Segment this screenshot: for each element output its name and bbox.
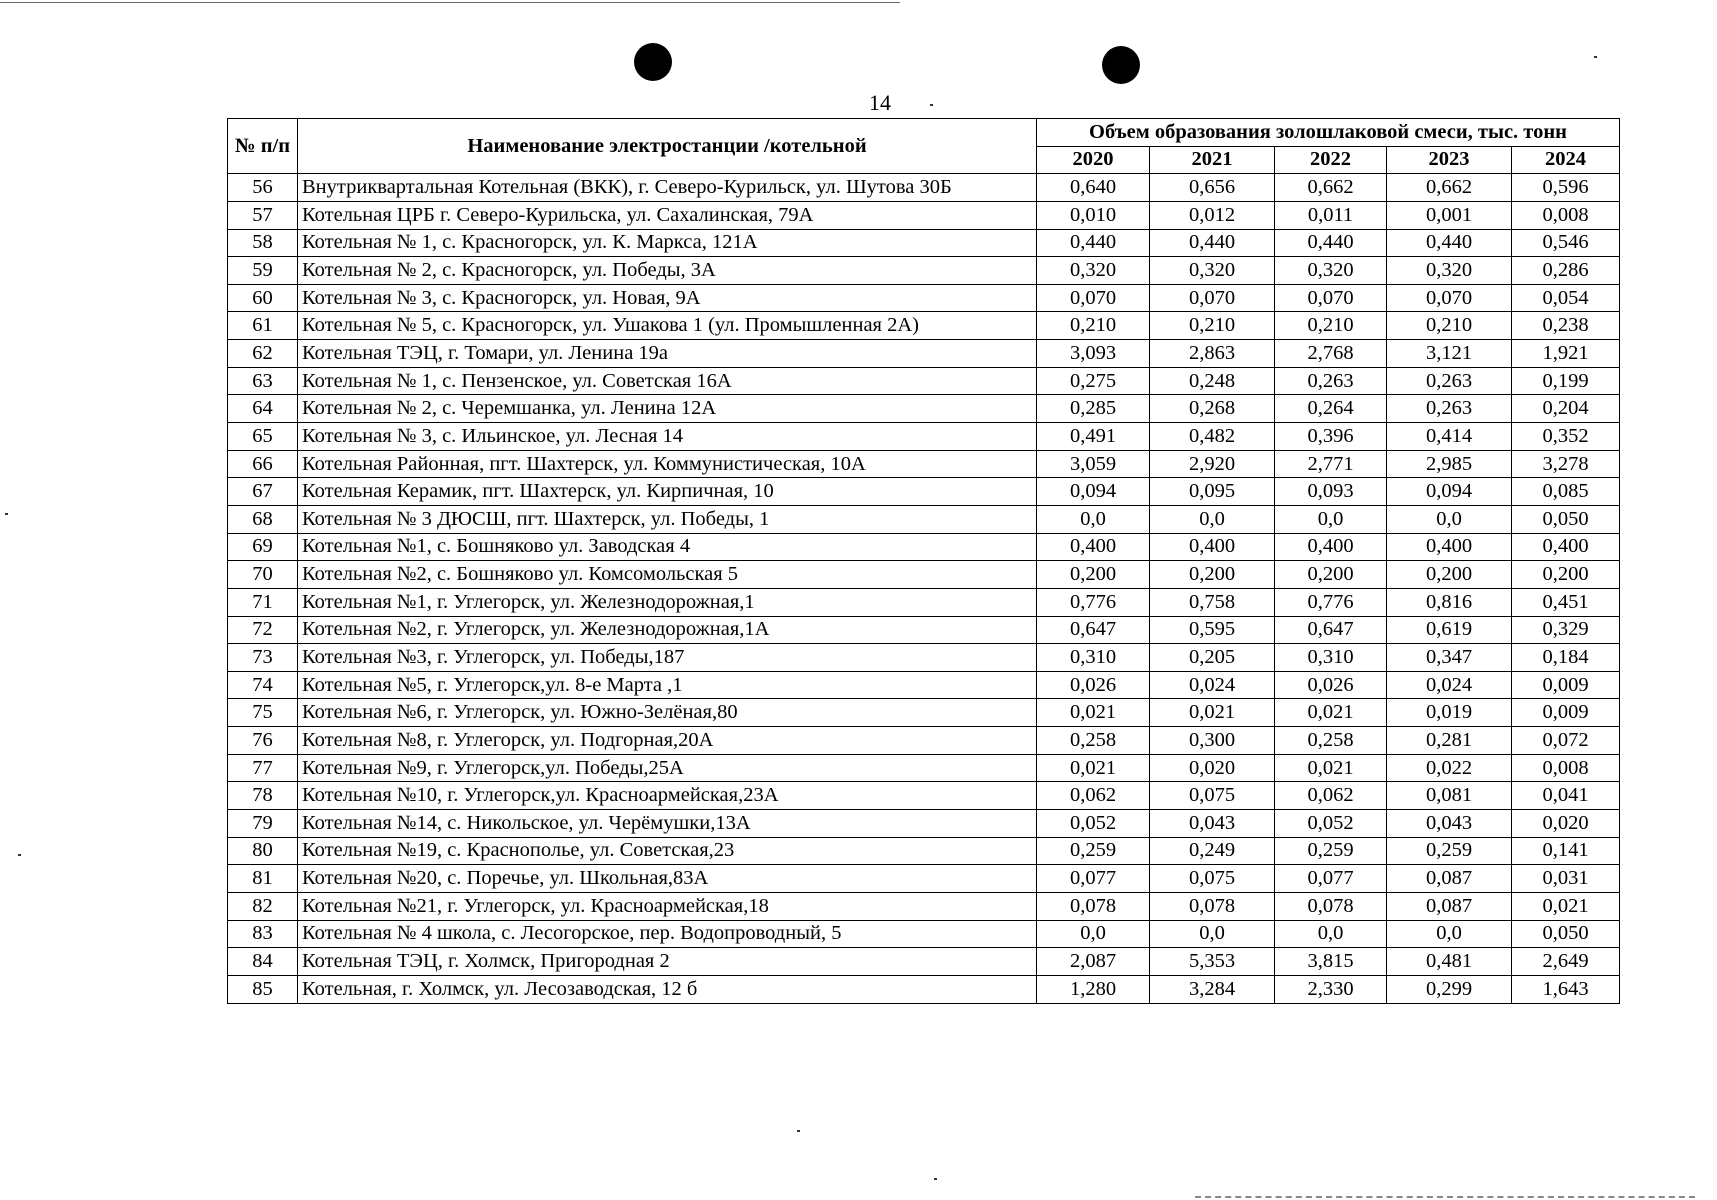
volume-cell: 0,184 [1512, 644, 1620, 672]
volume-cell: 0,0 [1275, 920, 1387, 948]
volume-cell: 0,414 [1387, 423, 1512, 451]
volume-cell: 0,320 [1037, 257, 1150, 285]
row-number: 84 [228, 948, 298, 976]
volume-cell: 0,0 [1387, 920, 1512, 948]
row-number: 63 [228, 367, 298, 395]
table-row [228, 754, 1620, 782]
volume-cell: 1,643 [1512, 975, 1620, 1003]
volume-cell: 0,259 [1275, 837, 1387, 865]
volume-cell: 0,595 [1150, 616, 1275, 644]
station-name: Котельная №1, с. Бошняково ул. Заводская 4 [298, 533, 1037, 561]
row-number: 58 [228, 229, 298, 257]
volume-cell: 0,400 [1275, 533, 1387, 561]
volume-cell: 0,758 [1150, 588, 1275, 616]
row-number: 77 [228, 754, 298, 782]
volume-cell: 0,481 [1387, 948, 1512, 976]
volume-cell: 2,087 [1037, 948, 1150, 976]
volume-cell: 0,052 [1037, 810, 1150, 838]
volume-cell: 0,482 [1150, 423, 1275, 451]
row-number: 65 [228, 423, 298, 451]
station-name: Котельная №5, г. Углегорск,ул. 8-е Марта ,1 [298, 671, 1037, 699]
volume-cell: 0,020 [1512, 810, 1620, 838]
volume-cell: 0,010 [1037, 201, 1150, 229]
row-number: 85 [228, 975, 298, 1003]
volume-cell: 0,210 [1275, 312, 1387, 340]
volume-cell: 0,440 [1037, 229, 1150, 257]
volume-cell: 0,300 [1150, 727, 1275, 755]
volume-cell: 2,985 [1387, 450, 1512, 478]
volume-cell: 0,020 [1150, 754, 1275, 782]
table-row [228, 837, 1620, 865]
station-name: Котельная № 1, с. Красногорск, ул. К. Маркса, 121А [298, 229, 1037, 257]
station-name: Котельная №10, г. Углегорск,ул. Красноармейская,23А [298, 782, 1037, 810]
volume-cell: 0,662 [1387, 174, 1512, 202]
header-year: 2020 [1037, 146, 1150, 174]
header-year: 2022 [1275, 146, 1387, 174]
volume-cell: 0,009 [1512, 671, 1620, 699]
volume-cell: 3,278 [1512, 450, 1620, 478]
volume-cell: 0,275 [1037, 367, 1150, 395]
volume-cell: 0,199 [1512, 367, 1620, 395]
station-name: Котельная Районная, пгт. Шахтерск, ул. Коммунистическая, 10А [298, 450, 1037, 478]
volume-cell: 0,021 [1275, 699, 1387, 727]
volume-cell: 0,009 [1512, 699, 1620, 727]
volume-cell: 0,258 [1037, 727, 1150, 755]
station-name: Котельная № 3, с. Красногорск, ул. Новая, 9А [298, 284, 1037, 312]
volume-cell: 0,320 [1387, 257, 1512, 285]
volume-cell: 0,619 [1387, 616, 1512, 644]
row-number: 76 [228, 727, 298, 755]
volume-cell: 3,815 [1275, 948, 1387, 976]
scan-speck [1594, 56, 1597, 58]
table-row [228, 284, 1620, 312]
scan-speck [930, 104, 933, 106]
volume-cell: 0,021 [1150, 699, 1275, 727]
volume-cell: 0,263 [1275, 367, 1387, 395]
row-number: 68 [228, 505, 298, 533]
volume-cell: 0,043 [1387, 810, 1512, 838]
volume-cell: 0,329 [1512, 616, 1620, 644]
row-number: 82 [228, 892, 298, 920]
table-body [228, 174, 1620, 1003]
volume-cell: 0,078 [1037, 892, 1150, 920]
table-row [228, 920, 1620, 948]
header-year: 2021 [1150, 146, 1275, 174]
volume-cell: 0,200 [1387, 561, 1512, 589]
volume-cell: 0,008 [1512, 754, 1620, 782]
volume-cell: 0,656 [1150, 174, 1275, 202]
table-row [228, 644, 1620, 672]
station-name: Котельная № 5, с. Красногорск, ул. Ушакова 1 (ул. Промышленная 2А) [298, 312, 1037, 340]
row-number: 70 [228, 561, 298, 589]
volume-cell: 0,258 [1275, 727, 1387, 755]
header-number: № п/п [228, 119, 298, 174]
volume-cell: 2,330 [1275, 975, 1387, 1003]
volume-cell: 0,210 [1150, 312, 1275, 340]
page-number: 14 [869, 90, 891, 115]
volume-cell: 0,400 [1512, 533, 1620, 561]
volume-cell: 0,204 [1512, 395, 1620, 423]
volume-cell: 0,263 [1387, 395, 1512, 423]
table-row [228, 450, 1620, 478]
table-row [228, 201, 1620, 229]
volume-cell: 0,093 [1275, 478, 1387, 506]
volume-cell: 0,263 [1387, 367, 1512, 395]
station-name: Котельная №21, г. Углегорск, ул. Красноармейская,18 [298, 892, 1037, 920]
row-number: 61 [228, 312, 298, 340]
volume-cell: 2,771 [1275, 450, 1387, 478]
row-number: 62 [228, 340, 298, 368]
table-row [228, 782, 1620, 810]
scan-edge-line-bottom [1195, 1196, 1695, 1198]
volume-cell: 2,768 [1275, 340, 1387, 368]
table-row [228, 727, 1620, 755]
volume-cell: 0,238 [1512, 312, 1620, 340]
volume-cell: 0,075 [1150, 782, 1275, 810]
volume-cell: 0,0 [1150, 920, 1275, 948]
volume-cell: 0,205 [1150, 644, 1275, 672]
volume-cell: 0,052 [1275, 810, 1387, 838]
volume-cell: 0,320 [1150, 257, 1275, 285]
volume-cell: 0,210 [1387, 312, 1512, 340]
volume-cell: 3,284 [1150, 975, 1275, 1003]
volume-cell: 0,200 [1037, 561, 1150, 589]
volume-cell: 0,070 [1387, 284, 1512, 312]
volume-cell: 0,085 [1512, 478, 1620, 506]
volume-cell: 0,077 [1037, 865, 1150, 893]
volume-cell: 0,440 [1387, 229, 1512, 257]
volume-cell: 0,200 [1150, 561, 1275, 589]
volume-cell: 0,200 [1275, 561, 1387, 589]
volume-cell: 0,259 [1037, 837, 1150, 865]
table-row [228, 865, 1620, 893]
scan-speck [934, 1178, 937, 1180]
table-row [228, 505, 1620, 533]
volume-cell: 0,440 [1275, 229, 1387, 257]
volume-cell: 0,078 [1275, 892, 1387, 920]
table-row [228, 367, 1620, 395]
volume-cell: 0,024 [1387, 671, 1512, 699]
station-name: Котельная, г. Холмск, ул. Лесозаводская, 12 б [298, 975, 1037, 1003]
volume-cell: 0,268 [1150, 395, 1275, 423]
table-row [228, 174, 1620, 202]
table-row [228, 423, 1620, 451]
table-row [228, 588, 1620, 616]
station-name: Котельная №14, с. Никольское, ул. Черёмушки,13А [298, 810, 1037, 838]
volume-cell: 0,021 [1275, 754, 1387, 782]
volume-cell: 0,299 [1387, 975, 1512, 1003]
station-name: Котельная №3, г. Углегорск, ул. Победы,187 [298, 644, 1037, 672]
station-name: Котельная ТЭЦ, г. Холмск, Пригородная 2 [298, 948, 1037, 976]
table-row [228, 975, 1620, 1003]
volume-cell: 2,649 [1512, 948, 1620, 976]
row-number: 80 [228, 837, 298, 865]
volume-cell: 0,640 [1037, 174, 1150, 202]
scan-edge-line [0, 2, 900, 3]
volume-cell: 0,062 [1037, 782, 1150, 810]
volume-cell: 0,141 [1512, 837, 1620, 865]
punch-hole-right [1102, 46, 1140, 84]
volume-cell: 0,281 [1387, 727, 1512, 755]
volume-cell: 0,596 [1512, 174, 1620, 202]
station-name: Котельная №1, г. Углегорск, ул. Железнодорожная,1 [298, 588, 1037, 616]
station-name: Котельная № 4 школа, с. Лесогорское, пер. Водопроводный, 5 [298, 920, 1037, 948]
station-name: Котельная ЦРБ г. Северо-Курильска, ул. Сахалинская, 79А [298, 201, 1037, 229]
volume-cell: 0,662 [1275, 174, 1387, 202]
table-row [228, 395, 1620, 423]
table-row [228, 948, 1620, 976]
volume-cell: 0,0 [1387, 505, 1512, 533]
volume-cell: 0,022 [1387, 754, 1512, 782]
table-row [228, 533, 1620, 561]
table-row [228, 892, 1620, 920]
volume-cell: 0,396 [1275, 423, 1387, 451]
volume-cell: 0,264 [1275, 395, 1387, 423]
station-name: Котельная №20, с. Поречье, ул. Школьная,83А [298, 865, 1037, 893]
volume-cell: 0,081 [1387, 782, 1512, 810]
volume-cell: 0,041 [1512, 782, 1620, 810]
station-name: Котельная № 3, с. Ильинское, ул. Лесная 14 [298, 423, 1037, 451]
volume-cell: 0,400 [1387, 533, 1512, 561]
volume-cell: 0,050 [1512, 505, 1620, 533]
volume-cell: 0,200 [1512, 561, 1620, 589]
table-row [228, 699, 1620, 727]
scan-speck [5, 513, 8, 515]
volume-cell: 0,026 [1037, 671, 1150, 699]
row-number: 83 [228, 920, 298, 948]
station-name: Котельная №8, г. Углегорск, ул. Подгорная,20А [298, 727, 1037, 755]
punch-hole-left [634, 43, 672, 81]
station-name: Котельная № 3 ДЮСШ, пгт. Шахтерск, ул. Победы, 1 [298, 505, 1037, 533]
volume-cell: 1,921 [1512, 340, 1620, 368]
table-row [228, 561, 1620, 589]
volume-cell: 2,920 [1150, 450, 1275, 478]
volume-cell: 0,054 [1512, 284, 1620, 312]
table-row [228, 671, 1620, 699]
row-number: 72 [228, 616, 298, 644]
volume-cell: 0,087 [1387, 865, 1512, 893]
volume-cell: 0,070 [1150, 284, 1275, 312]
volume-cell: 0,310 [1275, 644, 1387, 672]
station-name: Котельная Керамик, пгт. Шахтерск, ул. Кирпичная, 10 [298, 478, 1037, 506]
volume-cell: 0,320 [1275, 257, 1387, 285]
volume-cell: 0,031 [1512, 865, 1620, 893]
station-name: Котельная № 1, с. Пензенское, ул. Советская 16А [298, 367, 1037, 395]
volume-cell: 3,059 [1037, 450, 1150, 478]
volume-cell: 0,095 [1150, 478, 1275, 506]
volume-cell: 0,070 [1037, 284, 1150, 312]
row-number: 69 [228, 533, 298, 561]
volume-cell: 0,012 [1150, 201, 1275, 229]
volume-cell: 0,008 [1512, 201, 1620, 229]
row-number: 71 [228, 588, 298, 616]
row-number: 79 [228, 810, 298, 838]
volume-cell: 0,021 [1512, 892, 1620, 920]
volume-cell: 0,491 [1037, 423, 1150, 451]
row-number: 64 [228, 395, 298, 423]
table-row [228, 340, 1620, 368]
volume-cell: 0,062 [1275, 782, 1387, 810]
volume-cell: 0,050 [1512, 920, 1620, 948]
row-number: 67 [228, 478, 298, 506]
volume-cell: 0,077 [1275, 865, 1387, 893]
volume-cell: 0,310 [1037, 644, 1150, 672]
volume-cell: 0,075 [1150, 865, 1275, 893]
row-number: 75 [228, 699, 298, 727]
volume-cell: 0,248 [1150, 367, 1275, 395]
header-year: 2023 [1387, 146, 1512, 174]
volume-cell: 0,347 [1387, 644, 1512, 672]
volume-cell: 0,001 [1387, 201, 1512, 229]
volume-cell: 0,285 [1037, 395, 1150, 423]
volume-cell: 0,286 [1512, 257, 1620, 285]
volume-cell: 0,021 [1037, 754, 1150, 782]
volume-cell: 0,0 [1037, 505, 1150, 533]
volume-cell: 0,019 [1387, 699, 1512, 727]
volume-cell: 0,647 [1275, 616, 1387, 644]
volume-cell: 0,070 [1275, 284, 1387, 312]
volume-cell: 0,094 [1037, 478, 1150, 506]
volume-cell: 0,647 [1037, 616, 1150, 644]
boiler-ash-table [227, 118, 1620, 1004]
volume-cell: 0,072 [1512, 727, 1620, 755]
volume-cell: 0,776 [1037, 588, 1150, 616]
station-name: Котельная №19, с. Краснополье, ул. Советская,23 [298, 837, 1037, 865]
volume-cell: 0,400 [1150, 533, 1275, 561]
volume-cell: 0,249 [1150, 837, 1275, 865]
volume-cell: 0,0 [1275, 505, 1387, 533]
volume-cell: 0,546 [1512, 229, 1620, 257]
volume-cell: 0,259 [1387, 837, 1512, 865]
volume-cell: 0,0 [1150, 505, 1275, 533]
table-row [228, 229, 1620, 257]
volume-cell: 5,353 [1150, 948, 1275, 976]
row-number: 56 [228, 174, 298, 202]
table-row [228, 257, 1620, 285]
volume-cell: 0,021 [1037, 699, 1150, 727]
table-row [228, 478, 1620, 506]
station-name: Котельная ТЭЦ, г. Томари, ул. Ленина 19а [298, 340, 1037, 368]
row-number: 78 [228, 782, 298, 810]
row-number: 66 [228, 450, 298, 478]
row-number: 59 [228, 257, 298, 285]
volume-cell: 0,011 [1275, 201, 1387, 229]
row-number: 57 [228, 201, 298, 229]
row-number: 73 [228, 644, 298, 672]
volume-cell: 3,121 [1387, 340, 1512, 368]
header-year: 2024 [1512, 146, 1620, 174]
volume-cell: 0,451 [1512, 588, 1620, 616]
volume-cell: 0,210 [1037, 312, 1150, 340]
volume-cell: 1,280 [1037, 975, 1150, 1003]
volume-cell: 2,863 [1150, 340, 1275, 368]
table-row [228, 616, 1620, 644]
station-name: Котельная №6, г. Углегорск, ул. Южно-Зелёная,80 [298, 699, 1037, 727]
station-name: Котельная № 2, с. Красногорск, ул. Победы, 3А [298, 257, 1037, 285]
row-number: 60 [228, 284, 298, 312]
volume-cell: 0,087 [1387, 892, 1512, 920]
volume-cell: 0,043 [1150, 810, 1275, 838]
station-name: Котельная № 2, с. Черемшанка, ул. Ленина 12А [298, 395, 1037, 423]
volume-cell: 0,094 [1387, 478, 1512, 506]
scan-speck [18, 854, 21, 856]
station-name: Котельная №2, г. Углегорск, ул. Железнодорожная,1А [298, 616, 1037, 644]
header-station-name: Наименование электростанции /котельной [298, 119, 1037, 174]
scan-speck [797, 1130, 800, 1132]
volume-cell: 0,776 [1275, 588, 1387, 616]
volume-cell: 0,400 [1037, 533, 1150, 561]
volume-cell: 0,024 [1150, 671, 1275, 699]
table-row [228, 312, 1620, 340]
volume-cell: 0,026 [1275, 671, 1387, 699]
volume-cell: 3,093 [1037, 340, 1150, 368]
row-number: 81 [228, 865, 298, 893]
volume-cell: 0,078 [1150, 892, 1275, 920]
station-name: Внутриквартальная Котельная (ВКК), г. Северо-Курильск, ул. Шутова 30Б [298, 174, 1037, 202]
header-volume-group: Объем образования золошлаковой смеси, тыс. тонн [1037, 119, 1620, 147]
station-name: Котельная №2, с. Бошняково ул. Комсомольская 5 [298, 561, 1037, 589]
row-number: 74 [228, 671, 298, 699]
volume-cell: 0,440 [1150, 229, 1275, 257]
table-row [228, 810, 1620, 838]
volume-cell: 0,0 [1037, 920, 1150, 948]
volume-cell: 0,352 [1512, 423, 1620, 451]
volume-cell: 0,816 [1387, 588, 1512, 616]
station-name: Котельная №9, г. Углегорск,ул. Победы,25А [298, 754, 1037, 782]
